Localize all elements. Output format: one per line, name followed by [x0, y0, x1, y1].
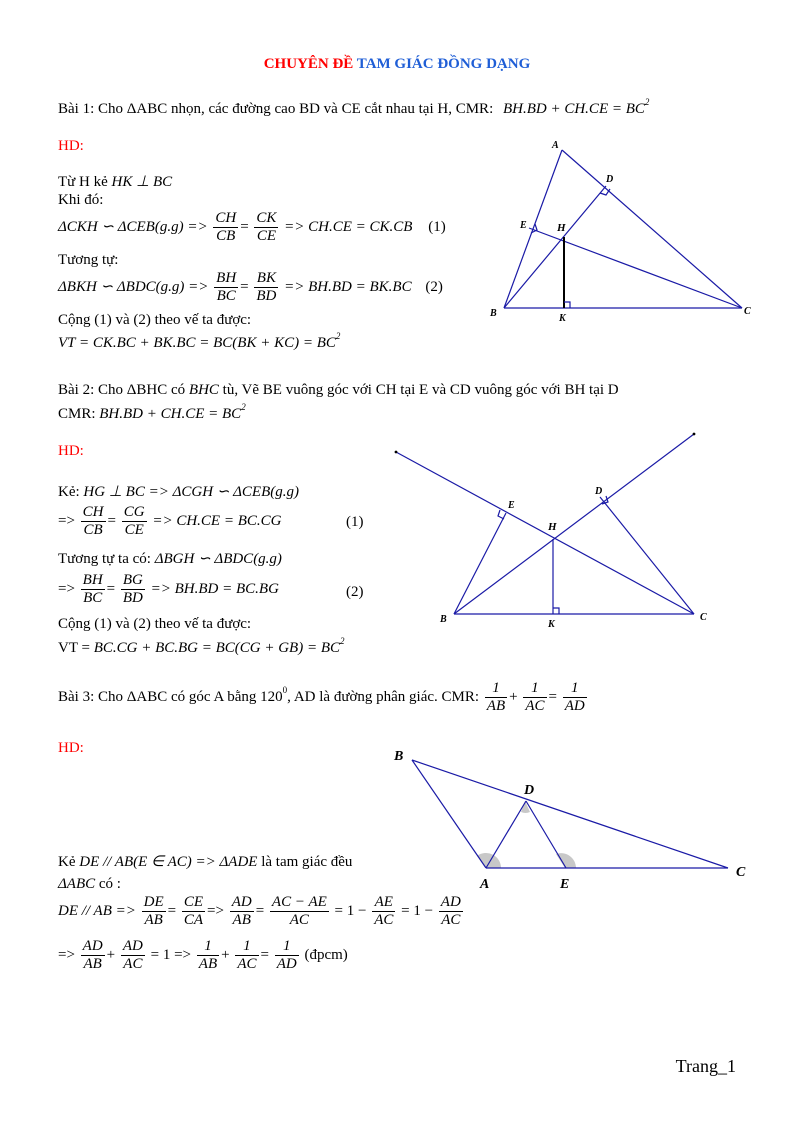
b3-line4: => $\frac{AD}{AB}$ + $\frac{AD}{AC}$ = 1 => $\frac{1}{AB}$ + $\frac{1}{AC}$ = $\frac{1}{AD}$ (đpcm) [58, 938, 348, 972]
b3-label-e: E [560, 877, 570, 892]
b3-segment-ab [412, 760, 486, 868]
b1-hd: HD: [58, 138, 84, 154]
b1-statement: Bài 1: Cho ΔABC nhọn, các đường cao BD và CE cắt nhau tại H, CMR: $BH.BD + CH.CE = BC^2$ [58, 97, 650, 117]
page-title [0, 56, 794, 73]
b1-label-h: H [557, 222, 566, 234]
b2-label-b: B [440, 614, 447, 625]
b3-label-b: B [394, 749, 404, 764]
b1-line7: VT = $CK.BC + BK.BC = BC(BK + KC) = BC^2$ [58, 331, 341, 351]
b1-label-k: K [559, 313, 566, 324]
b2-tag1: (1) [346, 514, 364, 530]
b2-figure [388, 426, 718, 636]
b1-line2: Khi đó: [58, 192, 104, 208]
b3-line1: Kẻ DE // AB(E ∈ AC) => ΔADE là tam giác đều [58, 854, 353, 870]
b3-line2: ΔABC có : [58, 876, 121, 892]
b2-label-c: C [700, 612, 707, 623]
b1-segment-ac [562, 150, 742, 308]
b1-label-a: A [552, 140, 559, 151]
title-part-red: CHUYÊN ĐỀ [263, 56, 354, 72]
title-part-blue: TAM GIÁC ĐỒNG DẠNG [356, 56, 531, 72]
b2-tag2: (2) [346, 584, 364, 600]
b2-line1: Kẻ: HG ⊥ BC => ΔCGH ∽ ΔCEB(g.g) [58, 484, 299, 500]
b1-formula: $BH.BD + CH.CE = BC^2$ [502, 97, 650, 117]
b2-line4: => $\frac{BH}{BC}$ = $\frac{BG}{BD}$ => BH.BD = BC.BG [58, 572, 279, 606]
b1-label-e: E [520, 220, 527, 231]
b2-label-d: D [595, 486, 603, 497]
b1-line5: ΔBKH ∽ ΔBDC(g.g) => $\frac{BH}{BC}$ = $\frac{BK}{BD}$ => BH.BD = BK.BC (2) [58, 270, 443, 304]
b1-altitude-ce [529, 228, 742, 308]
b2-formula: $BH.BD + CH.CE = BC^2$ [99, 402, 246, 422]
b2-segment-be [454, 513, 506, 614]
b2-label-h: H [548, 521, 557, 533]
b1-line4: Tương tự: [58, 252, 119, 268]
b3-hd: HD: [58, 740, 84, 756]
b3-segment-ad [486, 801, 526, 868]
b2-label-k: K [548, 619, 555, 630]
b3-label-c: C [736, 865, 746, 880]
b1-line3: ΔCKH ∽ ΔCEB(g.g) => $\frac{CH}{CB}$ = $\frac{CK}{CE}$ => CH.CE = CK.CB (1) [58, 210, 446, 244]
b3-line3: DE // AB => $\frac{DE}{AB}$ = $\frac{CE}{CA}$ => $\frac{AD}{AB}$ = $\frac{AC - AE}{AC}$ = 1 − $\frac{AE}{AC}$ = 1 − $\frac{AD}{AC}$ [58, 894, 461, 928]
b2-line2: => $\frac{CH}{CB}$ = $\frac{CG}{CE}$ => CH.CE = BC.CG [58, 504, 282, 538]
b1-altitude-bd [504, 186, 606, 308]
b2-cmr: CMR: $BH.BD + CH.CE = BC^2$ [58, 402, 246, 422]
b2-line6: VT = $BC.CG + BC.BG = BC(CG + GB) = BC^2$ [58, 636, 345, 656]
b2-line-bd-extended [454, 434, 694, 614]
b1-figure [486, 134, 756, 330]
b2-line5: Cộng (1) và (2) theo vế ta được: [58, 616, 252, 632]
b1-label-b: B [490, 308, 497, 319]
b2-line3: Tương tự ta có: ΔBGH ∽ ΔBDC(g.g) [58, 551, 282, 567]
b3-label-a: A [480, 877, 490, 892]
b2-statement: Bài 2: Cho ΔBHC có BHC tù, Vẽ BE vuông góc với CH tại E và CD vuông góc với BH tại D [58, 382, 619, 398]
b1-line1: Từ H kẻ HK ⊥ BC [58, 174, 173, 190]
b3-statement: Bài 3: Cho ΔABC có góc A bằng $120^0$, AD là đường phân giác. CMR: $\frac{1}{AB}$ + $\frac{1}{AC}$ = $\frac{1}{AD}$ [58, 680, 585, 714]
page-number: Trang_1 [675, 1056, 736, 1076]
b2-label-e: E [508, 500, 515, 511]
b2-right-angle-k [553, 608, 559, 614]
b1-label-d: D [606, 174, 614, 185]
b1-label-c: C [744, 306, 751, 317]
b2-segment-cd [600, 497, 694, 614]
b2-hd: HD: [58, 443, 84, 459]
b2-line-ce-extended [396, 452, 694, 614]
b3-figure [388, 744, 758, 894]
b1-line6: Cộng (1) và (2) theo vế ta được: [58, 312, 252, 328]
b3-segment-bc [412, 760, 728, 868]
b3-label-d: D [524, 783, 535, 798]
